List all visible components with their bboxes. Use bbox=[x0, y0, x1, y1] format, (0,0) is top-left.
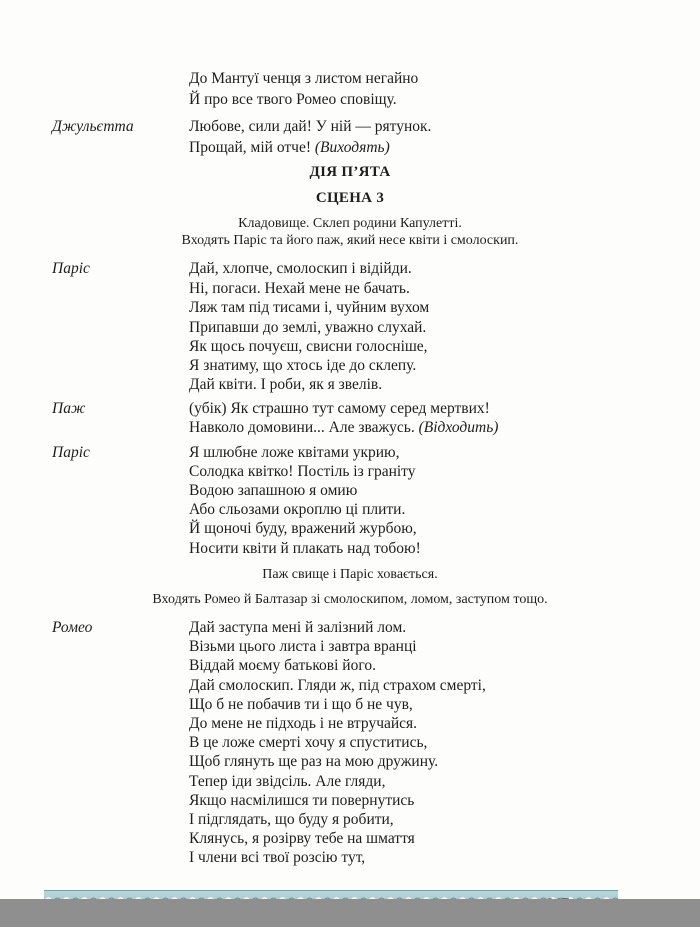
verse-line bbox=[0, 318, 700, 338]
verse-line bbox=[0, 375, 700, 395]
speaker-name: Ромео bbox=[52, 619, 93, 636]
verse-line bbox=[0, 279, 700, 299]
verse-line bbox=[0, 138, 700, 158]
verse-text: Носити квіти й плакать над тобою! bbox=[189, 540, 421, 557]
verse-text: Дай, хлопче, смолоскип і відійди. bbox=[189, 260, 412, 277]
verse-text: Дай заступа мені й залізний лом. bbox=[189, 619, 407, 636]
verse-line bbox=[0, 418, 700, 438]
verse-text bbox=[189, 138, 390, 158]
stage-direction: Входять Ромео й Балтазар зі смолоскипом, ломом, заступом тощо. bbox=[152, 592, 548, 607]
verse-text: Віддай моєму батькові його. bbox=[189, 657, 376, 674]
verse-text: Дай смолоскип. Гляди ж, під страхом смерті, bbox=[189, 677, 486, 694]
verse-fragment: Прощай, мій отче! bbox=[189, 139, 311, 156]
verse-line bbox=[0, 539, 700, 559]
stage-direction-inline: (Виходять) bbox=[314, 139, 390, 156]
verse-line bbox=[0, 733, 700, 753]
verse-line bbox=[0, 356, 700, 376]
scan-edge bbox=[0, 899, 700, 927]
verse-text: І члени всі твої розсію тут, bbox=[189, 849, 366, 866]
stage-direction: Входять Паріс та його паж, який несе квіти і смолоскип. bbox=[181, 233, 519, 248]
speaker-name: Паж bbox=[52, 400, 86, 417]
verse-text: Й про все твого Ромео сповіщу. bbox=[189, 91, 397, 108]
verse-line bbox=[0, 676, 700, 696]
verse-line bbox=[0, 829, 700, 849]
verse-text: До Мантуї ченця з листом негайно bbox=[189, 70, 419, 87]
verse-text: Водою запашною я омию bbox=[189, 482, 358, 499]
stage-direction: Паж свище і Паріс ховається. bbox=[262, 567, 438, 582]
verse-text: Ляж там під тисами і, чуйним вухом bbox=[189, 299, 430, 316]
verse-text: Ні, погаси. Нехай мене не бачать. bbox=[189, 280, 410, 297]
verse-line bbox=[0, 462, 700, 482]
verse-line bbox=[0, 618, 700, 638]
verse-text: В це ложе смерті хочу я спуститись, bbox=[189, 734, 428, 751]
verse-text bbox=[189, 418, 498, 438]
verse-line bbox=[0, 848, 700, 868]
verse-line bbox=[0, 481, 700, 501]
verse-text: Я знатиму, що хтось іде до склепу. bbox=[189, 357, 417, 374]
verse-line bbox=[0, 637, 700, 657]
verse-line bbox=[0, 695, 700, 715]
verse-text: Тепер іди звідсіль. Але гляди, bbox=[189, 773, 386, 790]
verse-line bbox=[0, 259, 700, 279]
verse-text: Припавши до землі, уважно слухай. bbox=[189, 319, 427, 336]
verse-text: (убік) Як страшно тут самому серед мертвих! bbox=[189, 400, 490, 417]
verse-line bbox=[0, 656, 700, 676]
verse-line bbox=[0, 399, 700, 419]
verse-line bbox=[0, 791, 700, 811]
verse-text: Що б не побачив ти і що б не чув, bbox=[189, 696, 413, 713]
verse-text: Дай квіти. І роби, як я звелів. bbox=[189, 376, 383, 393]
verse-line bbox=[0, 69, 700, 89]
verse-text: Солодка квітко! Постіль із граніту bbox=[189, 463, 416, 480]
verse-text: До мене не підходь і не втручайся. bbox=[189, 715, 418, 732]
verse-text: Візьми цього листа і завтра вранці bbox=[189, 638, 417, 655]
verse-line bbox=[0, 714, 700, 734]
speaker-name: Паріс bbox=[52, 260, 90, 277]
verse-line bbox=[0, 772, 700, 792]
verse-text: Щоб глянуть ще раз на мою дружину. bbox=[189, 753, 439, 770]
verse-text: Я шлюбне ложе квітами укрию, bbox=[189, 444, 400, 461]
speaker-name: Джульєтта bbox=[52, 118, 134, 135]
verse-line bbox=[0, 90, 700, 110]
verse-fragment: Навколо домовини... Але зважусь. bbox=[189, 419, 415, 436]
verse-text: Як щось почуєш, свисни голосніше, bbox=[189, 338, 428, 355]
verse-text: І підглядать, що буду я робити, bbox=[189, 811, 394, 828]
act-heading: ДІЯ П’ЯТА bbox=[309, 164, 391, 180]
verse-text: Клянусь, я розірву тебе на шмаття bbox=[189, 830, 415, 847]
verse-line bbox=[0, 810, 700, 830]
verse-line bbox=[0, 298, 700, 318]
verse-line bbox=[0, 443, 700, 463]
verse-text: Любове, сили дай! У ній — рятунок. bbox=[189, 118, 432, 135]
verse-text: Й щоночі буду, вражений журбою, bbox=[189, 520, 417, 537]
verse-text: Або сльозами окроплю ці плити. bbox=[189, 501, 406, 518]
stage-direction-inline: (Відходить) bbox=[418, 419, 499, 436]
verse-text: Якщо насмілишся ти повернутись bbox=[189, 792, 415, 809]
scene-heading: СЦЕНА 3 bbox=[315, 190, 385, 206]
speaker-name: Паріс bbox=[52, 444, 90, 461]
verse-line bbox=[0, 519, 700, 539]
verse-line bbox=[0, 117, 700, 137]
verse-line bbox=[0, 752, 700, 772]
verse-line bbox=[0, 337, 700, 357]
verse-line bbox=[0, 500, 700, 520]
stage-direction: Кладовище. Склеп родини Капулетті. bbox=[238, 216, 462, 231]
